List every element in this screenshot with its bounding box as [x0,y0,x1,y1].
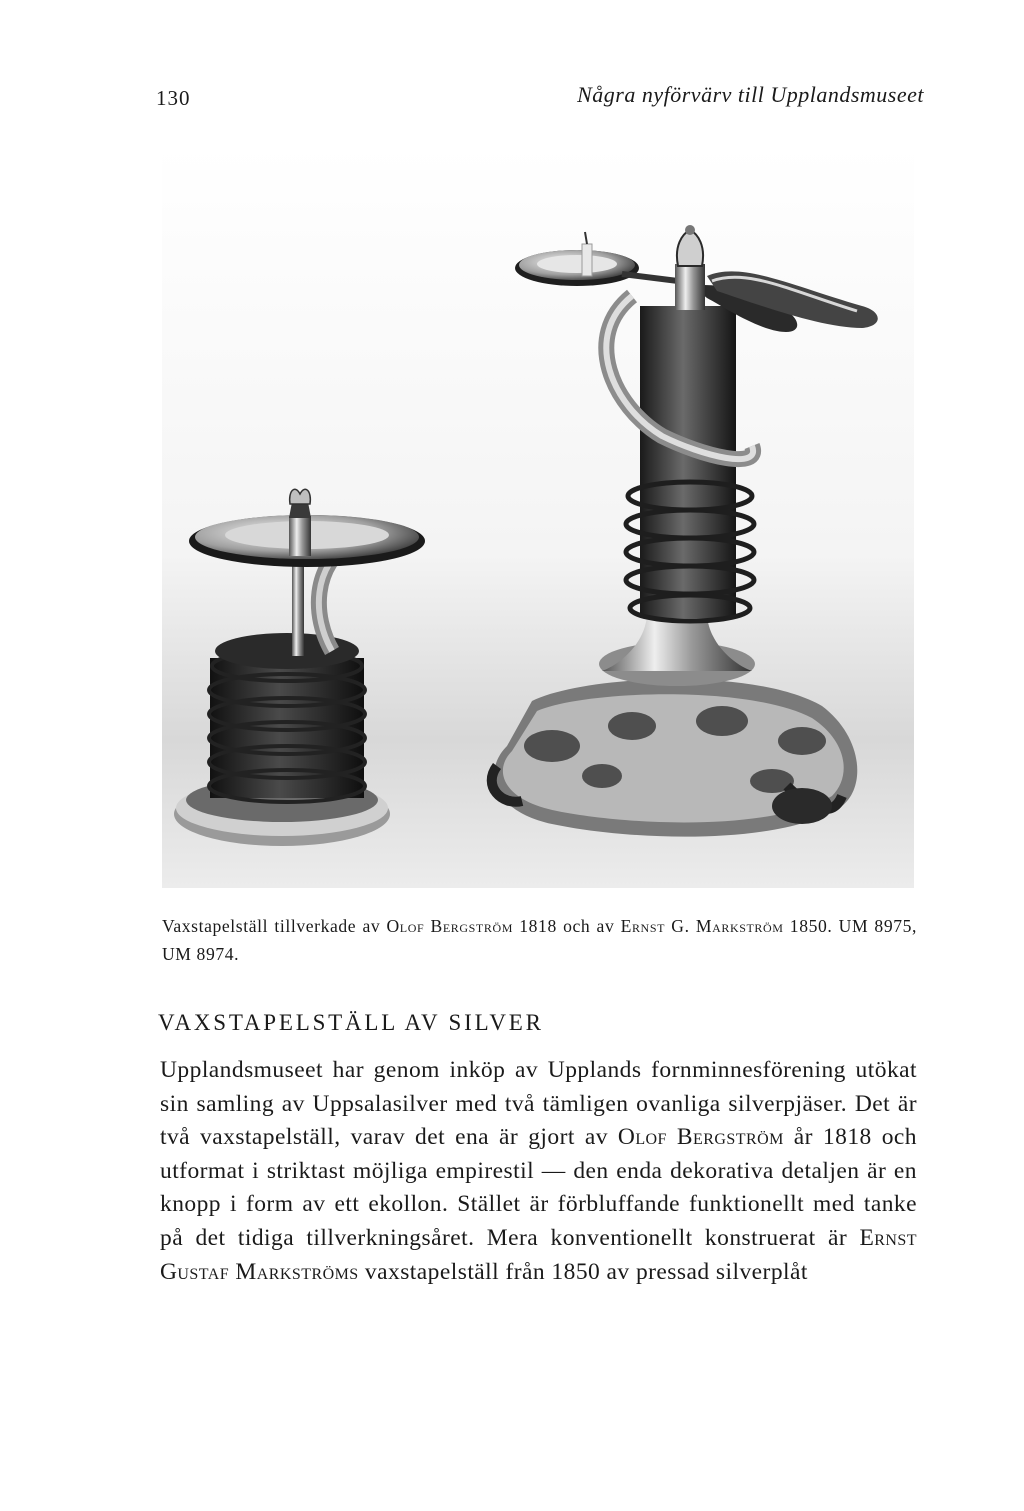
body-text-run: år 1818 och utformat i striktast möjliga empirestil — den enda dekorativa detaljen är en knopp i form av ett ekollon. Stället är förbluffande funktionellt med tanke på det tidiga tillverkningsåret. Mera konventionellt konstruerat är [160,1124,917,1251]
body-text-run: vaxstapelställ från 1850 av pressad silverplåt [358,1258,808,1285]
section-heading: VAXSTAPELSTÄLL AV SILVER [158,1010,544,1035]
maker-name: Olof Bergström [617,1124,784,1151]
caption-maker-name: Ernst G. Markström [620,916,784,936]
running-head: Några nyförvärv till Upplandsmuseet [577,82,924,107]
caption-text: 1818 och av [513,916,621,936]
caption-text: 1850. UM 8975, UM 8974. [162,916,918,964]
body-paragraph [160,1054,917,1289]
figure-caption [162,912,917,968]
caption-maker-name: Olof Bergström [386,916,514,936]
photo-wax-taper-stands [162,146,914,888]
page-number: 130 [156,86,191,110]
maker-name: Ernst Gustaf Markströms [160,1224,917,1285]
body-text-run: Upplandsmuseet har genom inköp av Upplands fornminnesförening utökat sin samling av Uppsalasilver med två tämligen ovanliga silverpjäser. Det är två vaxstapelställ, varav det ena är gjort av [160,1057,917,1151]
caption-text: Vaxstapelställ tillverkade av [162,916,387,936]
